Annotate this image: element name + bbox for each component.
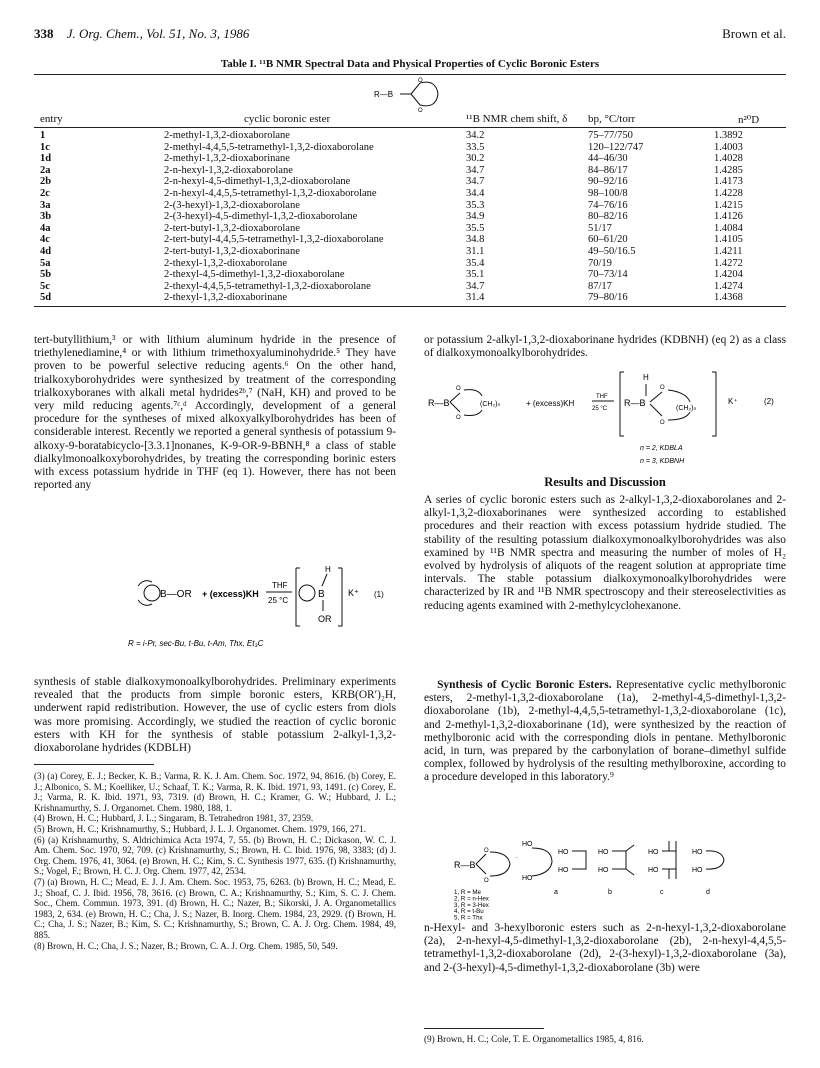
table-body xyxy=(34,130,786,304)
eq2-reagent: + (excess)KH xyxy=(526,399,575,408)
table-cell-refractive: 1.3892 xyxy=(714,130,743,141)
scheme-ho-1: HO xyxy=(522,841,533,848)
table-cell-shift: 35.5 xyxy=(466,222,485,234)
table-cell-refractive: 1.4211 xyxy=(714,245,743,257)
table-row xyxy=(34,188,786,200)
eq2-ring: (CH₂)ₙ xyxy=(480,401,501,408)
footnote-item: (3) (a) Corey, E. J.; Becker, K. B.; Varma, R. K. J. Am. Chem. Soc. 1972, 94, 8616. (b) Corey, E. J.; Albonico, S. M.; Koelliker, U.; Schaaf, T. K.; Varma, R. K. Ibid. 1971, 93, 1491. (c) Corey, E. J.; Varma, R. K. Ibid. 1971, 93, 7319. (d) Brown, H. C.; Kramer, G. W.; Hubbard, J. L.; Krishnamurthy, S. J. Organomet. Chem. 1980, 188, 1. xyxy=(34,771,396,813)
table-cell-entry: 2a xyxy=(40,164,51,176)
table-cell-bp: 80–82/16 xyxy=(588,211,628,223)
eq1-r-groups: R = i-Pr, sec-Bu, t-Bu, t-Am, Thx, Et₃C xyxy=(128,639,264,648)
svg-text:O: O xyxy=(484,878,489,884)
table-cell-shift: 35.3 xyxy=(466,199,485,211)
footnote-rule-right xyxy=(424,1028,544,1029)
table-row xyxy=(34,269,786,281)
table-cell-ester: 2-n-hexyl-1,3,2-dioxaborolane xyxy=(164,164,293,176)
table-row xyxy=(34,176,786,188)
svg-text:O: O xyxy=(456,415,461,421)
table-header-row xyxy=(34,113,786,127)
eq1-cation: K⁺ xyxy=(348,588,359,598)
table-cell-refractive: 1.4274 xyxy=(714,280,743,292)
footnote-item: (5) Brown, H. C.; Krishnamurthy, S.; Hubbard, J. L. J. Organomet. Chem. 1979, 166, 271. xyxy=(34,823,367,834)
scheme-r-group: 4, R = t-Bu xyxy=(454,908,484,916)
right-paragraph-3-body: Representative cyclic methylboronic esters, 2-methyl-1,3,2-dioxaborolane (1a), 2-methyl-4,5-dimethyl-1,3,2-dioxaborolane (1b), 2-methyl-4,4,5,5-tetramethyl-1,3,2-dioxaborolane (1c), and 2-methyl-1,3,2-dioxaborinane (1d), were synthesized by the reaction of methylboronic acid with the corresponding diols in pentane. Methylboronic acid, in turn, was prepared by the carbonylation of borane–dimethyl sulfide complex, followed by hydrolysis of the resulting methylboroxine, according to a procedure developed in this laboratory.⁹ xyxy=(424,679,786,784)
scheme-letter-b: b xyxy=(608,889,612,896)
table-cell-ester: 2-methyl-1,3,2-dioxaborolane xyxy=(164,130,290,141)
scheme-ho-2: HO xyxy=(522,875,533,882)
equation-1 xyxy=(34,556,396,668)
table-cell-shift: 34.9 xyxy=(466,211,485,223)
eq2-cation: K⁺ xyxy=(728,397,738,406)
table-cell-refractive: 1.4228 xyxy=(714,187,743,199)
table-row xyxy=(34,281,786,293)
table-cell-entry: 3a xyxy=(40,199,51,211)
table-cell-ester: 2-methyl-1,3,2-dioxaborinane xyxy=(164,153,290,165)
table-cell-shift: 31.1 xyxy=(466,245,485,257)
table-row xyxy=(34,142,786,154)
table-cell-entry: 5a xyxy=(40,257,51,269)
table-row xyxy=(34,223,786,235)
eq2-product-b: R—B xyxy=(624,398,646,408)
svg-text:O: O xyxy=(456,386,461,392)
table-cell-refractive: 1.4173 xyxy=(714,176,743,188)
table-cell-shift: 31.4 xyxy=(466,292,485,304)
scheme-r-group: 3, R = 3-Hex xyxy=(454,901,489,909)
table-row xyxy=(34,211,786,223)
right-footnote xyxy=(424,1034,786,1045)
eq2-hydride: H xyxy=(643,373,649,382)
table-cell-shift: 34.8 xyxy=(466,234,485,246)
table-cell-shift: 35.1 xyxy=(466,269,485,281)
table-cell-bp: 120–122/747 xyxy=(588,141,644,153)
table-cell-shift: 34.2 xyxy=(466,130,485,141)
table-cell-bp: 79–80/16 xyxy=(588,292,628,304)
table-row xyxy=(34,292,786,304)
table-cell-shift: 34.7 xyxy=(466,164,485,176)
table-cell-ester: 2-tert-butyl-4,4,5,5-tetramethyl-1,3,2-dioxaborolane xyxy=(164,234,384,246)
table-cell-entry: 5d xyxy=(40,292,52,304)
table-cell-bp: 49–50/16.5 xyxy=(588,245,636,257)
section-heading: Results and Discussion xyxy=(544,475,666,489)
scheme-ho-5: HO xyxy=(598,849,609,856)
table-cell-ester: 2-thexyl-4,4,5,5-tetramethyl-1,3,2-dioxaborolane xyxy=(164,280,371,292)
table-cell-shift: 30.2 xyxy=(466,153,485,165)
table-cell-bp: 44–46/30 xyxy=(588,153,628,165)
left-paragraph-1 xyxy=(34,334,396,492)
footnote-item: (4) Brown, H. C.; Hubbard, J. L.; Singaram, B. Tetrahedron 1981, 37, 2359. xyxy=(34,813,314,824)
table-cell-ester: 2-(3-hexyl)-1,3,2-dioxaborolane xyxy=(164,199,300,211)
scheme-ho-8: HO xyxy=(648,867,659,874)
footnote-item: (6) (a) Krishnamurthy, S. Aldrichimica Acta 1974, 7, 55. (b) Brown, H. C.; Dickason, W. C. J. Am. Chem. Soc. 1970, 92, 709. (c) Krishnamurthy, S.; Brown, H. C. Ibid. 1976, 98, 3383; (d) J. Org. Chem. 1976, 41, 3064. (e) Brown, H. C.; Kim, S. C. Synthesis 1977, 635. (f) Krishnamurthy, S.; Vogel, F.; Brown, H. C. J. Org. Chem. 1977, 42, 2534. xyxy=(34,834,396,877)
svg-text:O: O xyxy=(484,848,489,854)
right-paragraph-2-text: A series of cyclic boronic esters such as 2-alkyl-1,3,2-dioxaborolanes and 2-alkyl-1,3,2-dioxaborinanes were synthesized according to established procedures and their reaction with excess potassium hydride studied. The stability of the resulting potassium dialkoxymonoalkylborohydrides was also examined by ¹¹B NMR spectra and measuring the number of moles of H₂ evolved by hydrolysis of aliquots of the reagent solution at appropriate time intervals. The stable potassium dialkoxymonoalkylborohydrides were characterized by IR and ¹¹B NMR spectroscopy and their stereoselectivities as reducing agents examined with 2-methylcyclohexanone. xyxy=(424,494,786,612)
table-cell-entry: 1c xyxy=(40,141,50,153)
subsection-title: Synthesis of Cyclic Boronic Esters. xyxy=(437,679,612,691)
table-cell-ester: 2-thexyl-1,3,2-dioxaborinane xyxy=(164,292,288,304)
right-paragraph-1-text: or potassium 2-alkyl-1,3,2-dioxaborinane hydrides (KDBNH) (eq 2) as a class of dialkoxymonoalkylborohydrides. xyxy=(424,334,786,360)
table-cell-shift: 34.7 xyxy=(466,280,485,292)
eq1-reactant: B—OR xyxy=(160,589,192,600)
svg-text:.: . xyxy=(516,854,518,860)
footnote-item: (7) (a) Brown, H. C.; Mead, E. J. J. Am. Chem. Soc. 1953, 75, 6263. (b) Brown, H. C.; Mead, E. J.; Shoaf, C. J. Ibid. 1956, 78, 3616. (c) Brown, C. A.; Krishnamurthy, S.; Kim, S. C. J. Chem. Soc., Chem. Commun. 1973, 391. (d) Brown, H. C.; Nazer, B.; Sikorski, J. A. Organometallics 1983, 2, 634. (e) Brown, H. C.; Cha, J. S.; Nazer, B. Inorg. Chem. 1984, 23, 2929. (f) Brown, H. C.; Cha, J. S.; Nazer, B.; Kim, S. C.; Krishnamurthy, S.; Brown, C. A. J. Org. Chem. 1984, 49, 885. xyxy=(34,876,396,940)
table-cell-refractive: 1.4028 xyxy=(714,153,743,165)
scheme-letter-a: a xyxy=(554,889,558,896)
right-paragraph-2 xyxy=(424,494,786,613)
table-row xyxy=(34,246,786,258)
scheme-letter-c: c xyxy=(660,889,664,896)
eq1-under-arrow: 25 °C xyxy=(268,596,289,605)
table-cell-bp: 70/19 xyxy=(588,257,612,269)
table-cell-ester: 2-thexyl-1,3,2-dioxaborolane xyxy=(164,257,288,269)
table-cell-entry: 4a xyxy=(40,222,51,234)
table-row xyxy=(34,165,786,177)
scheme-ho-6: HO xyxy=(598,867,609,874)
svg-text:O: O xyxy=(418,108,423,114)
table-cell-ester: 2-tert-butyl-1,3,2-dioxaborolane xyxy=(164,222,300,234)
table-cell-entry: 2c xyxy=(40,187,50,199)
table-cell-ester: 2-(3-hexyl)-4,5-dimethyl-1,3,2-dioxaborolane xyxy=(164,211,358,223)
table-row xyxy=(34,130,786,142)
left-paragraph-2 xyxy=(34,676,396,755)
table-cell-refractive: 1.4084 xyxy=(714,222,743,234)
journal-citation: J. Org. Chem., Vol. 51, No. 3, 1986 xyxy=(66,26,250,41)
table-cell-bp: 51/17 xyxy=(588,222,612,234)
table-cell-shift: 33.5 xyxy=(466,141,485,153)
left-paragraph-1-text: tert-butyllithium,³ or with lithium aluminum hydride in the presence of triethylenediamine,⁴ or with lithium trimethoxyaluminohydride.⁵ They have proven to be powerful selective reducing agents.⁶ On the other hand, trialkoxyborohydrides were synthesized by treatment of the corresponding trialkoxyboranes with alkali metal hydrides²ᵇ,⁷ (NaH, KH) and proved to be very mild reducing agents.⁷ᶜ,ᵈ Accordingly, development of a general procedure for the syntheses of mixed alkoxyalkylborohydrides has been of considerable interest. Recently we reported a general synthesis of potassium 9-alkoxy-9-boratabicyclo-[3.3.1]nonanes, K-9-OR-9-BBNH,⁸ a class of stable dialkylmonoalkoxyborohydrides, by treating the corresponding borinic esters with excess potassium hydride in THF (eq 1). However, there has not been reported any xyxy=(34,334,396,492)
structure-rb-label: R—B xyxy=(374,90,394,99)
equation-2 xyxy=(424,366,786,472)
eq1-substituent: OR xyxy=(318,614,332,624)
table-cell-refractive: 1.4204 xyxy=(714,269,743,281)
table-cell-shift: 34.4 xyxy=(466,187,485,199)
footnote-item: (8) Brown, H. C.; Cha, J. S.; Nazer, B.; Brown, C. A. J. Org. Chem. 1985, 50, 549. xyxy=(34,940,338,951)
running-authors: Brown et al. xyxy=(722,26,786,41)
table-cell-bp: 98–100/8 xyxy=(588,187,628,199)
eq2-product-ring: (CH₂)ₙ xyxy=(676,405,697,412)
scheme-ho-3: HO xyxy=(558,849,569,856)
table-cell-entry: 3b xyxy=(40,211,52,223)
svg-text:O: O xyxy=(660,385,665,391)
scheme-ho-4: HO xyxy=(558,867,569,874)
scheme-ho-7: HO xyxy=(648,849,659,856)
eq2-under-arrow: 25 °C xyxy=(592,406,608,412)
table-cell-refractive: 1.4272 xyxy=(714,257,743,269)
table-cell-bp: 75–77/750 xyxy=(588,130,633,141)
table-cell-ester: 2-tert-butyl-1,3,2-dioxaborinane xyxy=(164,245,300,257)
table-cell-entry: 5c xyxy=(40,280,50,292)
eq1-number: (1) xyxy=(374,590,384,599)
table-cell-bp: 74–76/16 xyxy=(588,199,628,211)
table-cell-shift: 34.7 xyxy=(466,176,485,188)
table-cell-bp: 87/17 xyxy=(588,280,612,292)
svg-text:O: O xyxy=(660,420,665,426)
table-cell-entry: 1d xyxy=(40,153,52,165)
eq1-hydride: H xyxy=(325,565,331,574)
table-cell-ester: 2-n-hexyl-4,4,5,5-tetramethyl-1,3,2-dioxaborolane xyxy=(164,187,377,199)
table-cell-bp: 84–86/17 xyxy=(588,164,628,176)
footnote-9: (9) Brown, H. C.; Cole, T. E. Organometallics 1985, 4, 816. xyxy=(424,1034,644,1044)
table-cell-refractive: 1.4105 xyxy=(714,234,743,246)
table-header-shift: ¹¹B NMR chem shift, δ xyxy=(466,113,568,125)
scheme-r-group: 1, R = Me xyxy=(454,889,481,896)
table-header-refractive: n²⁰D xyxy=(738,114,760,126)
eq1-ring-b: B xyxy=(318,589,325,600)
left-paragraph-2-text: synthesis of stable dialkoxymonoalkylborohydrides. Preliminary experiments revealed that the products from simple boronic esters, KRB(OR′)₂H, underwent rapid redistribution. However, the use of cyclic esters from diols was more promising. Accordingly, we studied the reaction of cyclic boronic esters with KH for the synthesis of stable potassium 2-alkyl-1,3,2-dioxaborolane hydrides (KDBLH) xyxy=(34,676,396,755)
table-cell-refractive: 1.4285 xyxy=(714,164,743,176)
table-cell-bp: 90–92/16 xyxy=(588,176,628,188)
footnote-rule-left xyxy=(34,764,154,765)
table-cell-refractive: 1.4126 xyxy=(714,211,743,223)
table-row xyxy=(34,258,786,270)
table-cell-refractive: 1.4215 xyxy=(714,199,743,211)
table-row xyxy=(34,234,786,246)
running-header xyxy=(34,26,786,46)
table-header-bp: bp, °C/torr xyxy=(588,113,636,125)
table-cell-entry: 4d xyxy=(40,245,52,257)
table-cell-entry: 1 xyxy=(40,130,46,141)
table-cell-shift: 35.4 xyxy=(466,257,485,269)
table-cell-ester: 2-n-hexyl-4,5-dimethyl-1,3,2-dioxaborolane xyxy=(164,176,351,188)
table-cell-refractive: 1.4003 xyxy=(714,141,743,153)
right-paragraph-4-text: n-Hexyl- and 3-hexylboronic esters such as 2-n-hexyl-1,3,2-dioxaborolane (2a), 2-n-hexyl-4,5-dimethyl-1,3,2-dioxaborolane (2b), 2-n-hexyl-4,4,5,5-tetramethyl-1,3,2-dioxaborolane (2d), 2-(3-hexyl)-1,3,2-dioxaborolane (3a), and 2-(3-hexyl)-4,5-dimethyl-1,3,2-dioxaborolane (3b) were xyxy=(424,922,786,974)
scheme-ho-9: HO xyxy=(692,849,703,856)
table-header-entry: entry xyxy=(40,113,63,125)
scheme-ho-10: HO xyxy=(692,867,703,874)
scheme-r-group: 5, R = Thx xyxy=(454,914,483,922)
eq1-reagent: + (excess)KH xyxy=(202,589,259,599)
right-paragraph-4 xyxy=(424,922,786,975)
table-row xyxy=(34,153,786,165)
table-cell-bp: 70–73/14 xyxy=(588,269,628,281)
diol-scheme xyxy=(424,836,786,922)
table-caption: Table I. ¹¹B NMR Spectral Data and Physical Properties of Cyclic Boronic Esters xyxy=(220,58,600,70)
table-bottom-rule xyxy=(34,306,786,307)
eq1-over-arrow: THF xyxy=(272,581,288,590)
table-cell-refractive: 1.4368 xyxy=(714,292,743,304)
table-header-rule xyxy=(34,127,786,128)
table-cell-entry: 5b xyxy=(40,269,52,281)
table-cell-bp: 60–61/20 xyxy=(588,234,628,246)
eq2-n2-label: n = 2, KDBLA xyxy=(640,445,683,452)
scheme-letter-d: d xyxy=(706,889,710,896)
table-cell-ester: 2-thexyl-4,5-dimethyl-1,3,2-dioxaborolane xyxy=(164,269,345,281)
eq2-number: (2) xyxy=(764,397,774,406)
page-number: 338 xyxy=(34,26,54,41)
right-paragraph-3 xyxy=(424,679,786,785)
scheme-rb: R—B xyxy=(454,860,476,870)
right-paragraph-3-text xyxy=(424,679,786,785)
left-footnotes xyxy=(34,771,396,951)
table-cell-ester: 2-methyl-4,4,5,5-tetramethyl-1,3,2-dioxaborolane xyxy=(164,141,374,153)
table-row xyxy=(34,200,786,212)
eq2-reactant: R—B xyxy=(428,398,450,408)
eq2-n3-label: n = 3, KDBNH xyxy=(640,458,685,465)
table-cell-entry: 4c xyxy=(40,234,50,246)
scheme-r-group: 2, R = n-Hex xyxy=(454,895,489,903)
table-header-ester: cyclic boronic ester xyxy=(244,113,331,125)
right-paragraph-1 xyxy=(424,334,786,360)
eq2-over-arrow: THF xyxy=(596,394,608,400)
table-structure-diagram xyxy=(370,75,450,115)
table-cell-entry: 2b xyxy=(40,176,52,188)
svg-text:O: O xyxy=(418,78,423,84)
